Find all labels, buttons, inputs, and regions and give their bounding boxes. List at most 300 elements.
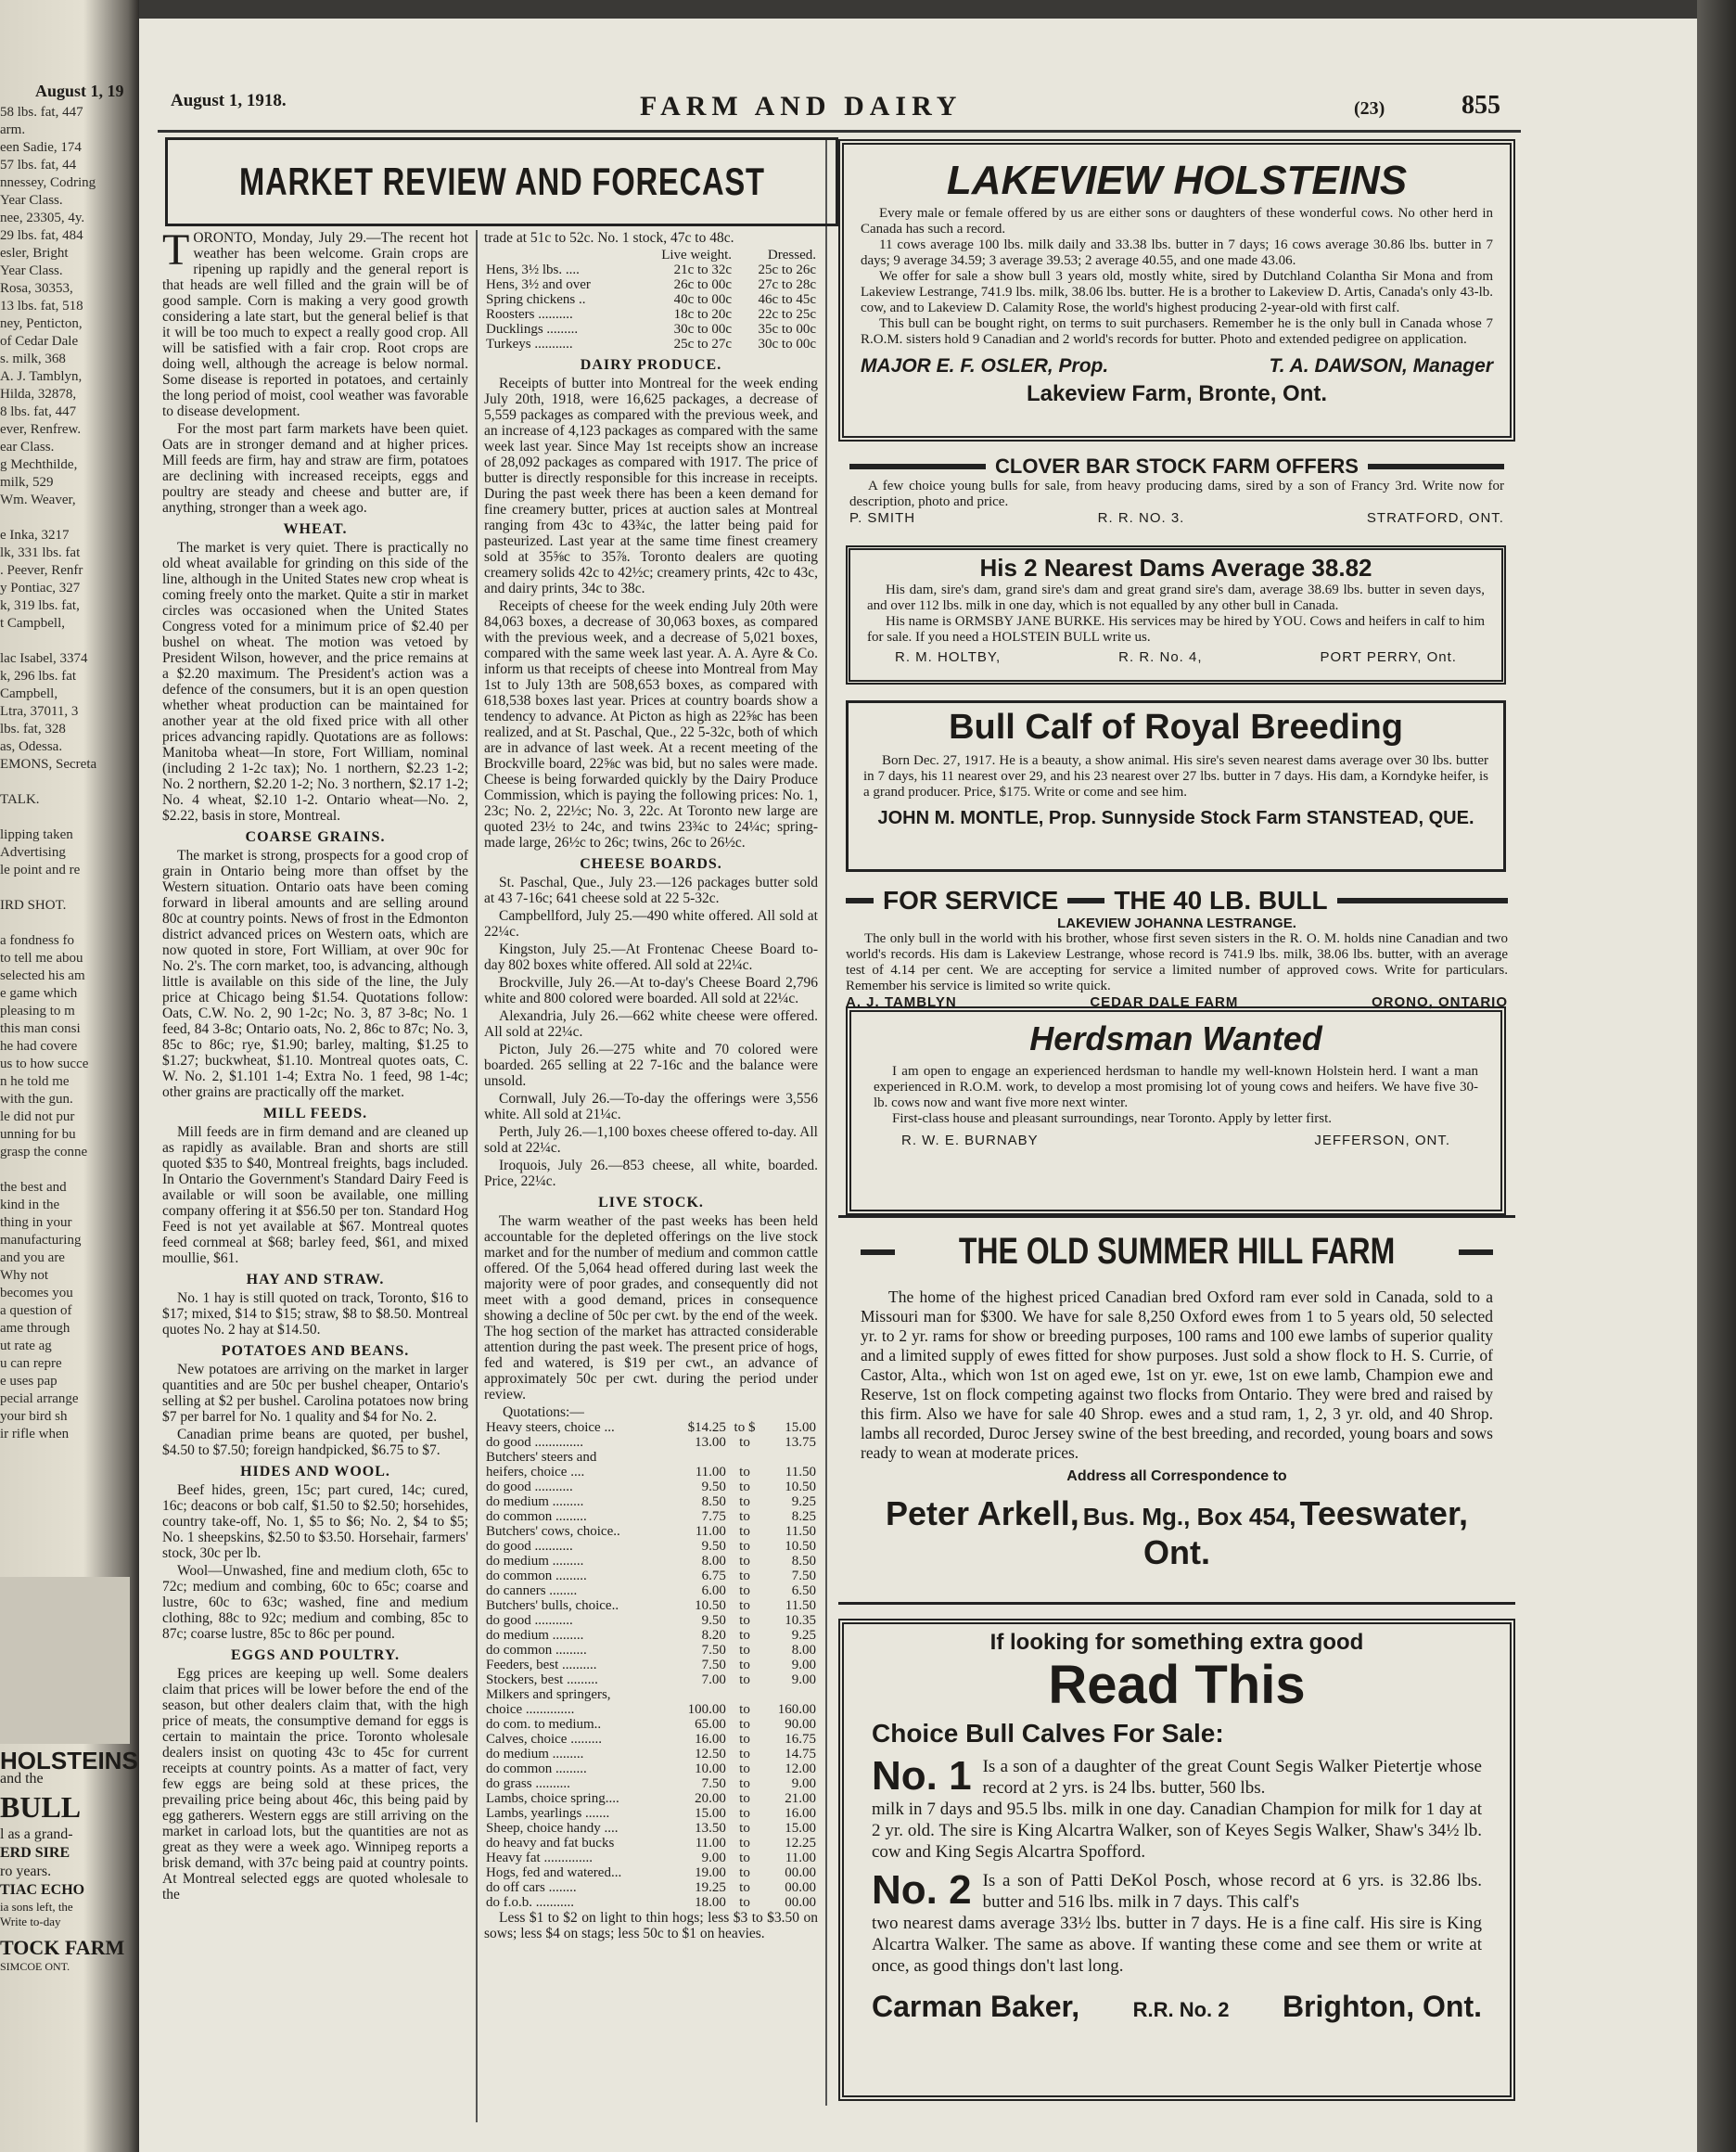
spine-header: August 1, 19 xyxy=(35,82,124,100)
service-body: The only bull in the world with his brother, whose first seven sisters in the R. O. M. holds nine Canadian and two world's records. His dam is Lakeview Lestrange, whose record is 741.9 lbs. milk, 38.06 lbs. butter, with an average test of 4.14 per cent. We are accepting for service a limited number of approved cows. Write for particulars. Remember his service is limited so write quick. xyxy=(846,931,1508,993)
quotation-item: Milkers and springers, xyxy=(486,1687,611,1702)
poultry-row xyxy=(484,322,818,337)
quotation-item: Heavy steers, choice ... xyxy=(486,1420,615,1435)
quotation-row xyxy=(484,1836,818,1851)
quotation-value xyxy=(761,1450,818,1465)
lakeview-body-3: We offer for sale a show bull 3 years old, mostly white, sired by Dutchland Colantha Sir Mona and from Lakeview Lestrange, 741.9 lbs. milk, 38.06 lbs. butter. He is a brother to Lakeview D. Artis, Canada's only 43-lb. cow, and to Lakeview D. Calamity Rose, the world's highest producing 2-year-old with first calf. xyxy=(861,269,1493,315)
quotation-row xyxy=(484,1732,818,1747)
quotation-value: 90.00 xyxy=(785,1717,816,1732)
no2-label: No. 2 xyxy=(872,1867,972,1913)
quotation-value: 10.50 xyxy=(695,1598,726,1613)
quotation-value: 8.00 xyxy=(701,1554,726,1569)
quotation-value: 7.50 xyxy=(791,1569,816,1583)
quotation-value: 11.00 xyxy=(695,1836,726,1851)
adjacent-page-spine xyxy=(0,0,139,2152)
quotation-value: 8.00 xyxy=(791,1643,816,1658)
quotation-item: do com. to medium.. xyxy=(486,1717,602,1732)
quotation-row xyxy=(484,1761,818,1776)
quotation-value: to xyxy=(739,1494,750,1509)
cheese-board-entry: Picton, July 26.—275 white and 70 colored were boarded. 265 selling at 22 7-16c and the balance were unsold. xyxy=(484,1042,818,1089)
quotation-value: 7.50 xyxy=(701,1643,726,1658)
service-farm: CEDAR DALE FARM xyxy=(1090,994,1239,1010)
quotation-value xyxy=(728,1450,761,1465)
quotation-value: to xyxy=(739,1658,750,1672)
quotation-value: to xyxy=(739,1524,750,1539)
poultry-row xyxy=(484,292,818,307)
item-name: Turkeys ........... xyxy=(486,337,573,352)
summerhill-title: THE OLD SUMMER HILL FARM xyxy=(958,1231,1396,1272)
quotation-value: 7.50 xyxy=(701,1776,726,1791)
spine-and-the: and the xyxy=(0,1771,44,1787)
service-place: ORONO, ONTARIO xyxy=(1371,994,1508,1010)
quotation-value: 7.00 xyxy=(701,1672,726,1687)
header-page-number: 855 xyxy=(1462,91,1500,120)
quotation-item: do heavy and fat bucks xyxy=(486,1836,615,1851)
quotation-row xyxy=(484,1747,818,1761)
quotation-value: 15.00 xyxy=(785,1821,816,1836)
quotation-item: do canners ........ xyxy=(486,1583,578,1598)
quotation-item: do medium ......... xyxy=(486,1628,584,1643)
quotation-value: to xyxy=(739,1465,750,1480)
coarse-grains-heading: COARSE GRAINS. xyxy=(245,829,386,845)
price-cell: 46c to 45c xyxy=(758,292,816,307)
quotation-item: Butchers' cows, choice.. xyxy=(486,1524,620,1539)
quotation-row xyxy=(484,1658,818,1672)
price-cell: 25c to 27c xyxy=(673,337,733,352)
price-cell: 25c to 26c xyxy=(758,263,816,277)
price-cell: Live weight. xyxy=(661,248,733,263)
quotation-value: 19.25 xyxy=(695,1880,726,1895)
quotation-row xyxy=(484,1420,818,1435)
quotation-value: to xyxy=(739,1836,750,1851)
quotation-value: 9.00 xyxy=(791,1672,816,1687)
herdsman-body-2: First-class house and pleasant surroundings, near Toronto. Apply by letter first. xyxy=(892,1111,1333,1126)
quotation-row xyxy=(484,1569,818,1583)
quotation-value: to xyxy=(739,1865,750,1880)
live-stock-heading: LIVE STOCK. xyxy=(598,1195,704,1210)
quotation-value: to xyxy=(739,1613,750,1628)
lakeview-manager: T. A. DAWSON, Manager xyxy=(1269,355,1493,377)
cheese-board-entry: Kingston, July 25.—At Frontenac Cheese Board to-day 802 boxes white offered. All sold at 22¼c. xyxy=(484,942,818,973)
lakeview-body-1: Every male or female offered by us are either sons or daughters of these wonderful cows. No other herd in Canada has such a record. xyxy=(861,206,1493,237)
quotation-value: 12.50 xyxy=(695,1747,726,1761)
quotation-item: do good ........... xyxy=(486,1613,573,1628)
quotation-value: 9.00 xyxy=(791,1776,816,1791)
mill-feeds-heading: MILL FEEDS. xyxy=(262,1106,368,1121)
lakeview-body-2: 11 cows average 100 lbs. milk daily and 33.38 lbs. butter in 7 days; 16 cows average 30.86 lbs. butter in 7 days; 9 average 34.59; 3 average 39.53; 2 average 40.55, and one made 43.06. xyxy=(861,237,1493,268)
service-sub: LAKEVIEW JOHANNA LESTRANGE. xyxy=(1057,916,1296,931)
quotation-value: 14.75 xyxy=(785,1747,816,1761)
service-title-a: FOR SERVICE xyxy=(883,886,1059,915)
quotation-row xyxy=(484,1791,818,1806)
quotation-item: do good .............. xyxy=(486,1435,583,1450)
quotation-value: to xyxy=(739,1717,750,1732)
quotation-value: to xyxy=(739,1435,750,1450)
item-name xyxy=(484,248,632,263)
quotation-value: 9.00 xyxy=(701,1851,726,1865)
quotation-row xyxy=(484,1524,818,1539)
potatoes-heading: POTATOES AND BEANS. xyxy=(221,1343,410,1359)
market-column-1 xyxy=(162,225,468,1904)
quotation-row xyxy=(484,1480,818,1494)
royal-footer: JOHN M. MONTLE, Prop. Sunnyside Stock Farm STANSTEAD, QUE. xyxy=(877,808,1474,828)
quotation-value: 9.25 xyxy=(791,1628,816,1643)
herdsman-place: JEFFERSON, ONT. xyxy=(1314,1133,1450,1148)
quotation-item: do common ......... xyxy=(486,1509,587,1524)
quotation-row xyxy=(484,1851,818,1865)
quotation-value: 6.50 xyxy=(791,1583,816,1598)
royal-title: Bull Calf of Royal Breeding xyxy=(949,708,1403,747)
nearest-title: His 2 Nearest Dams Average 38.82 xyxy=(979,554,1372,582)
cheese-board-entry: Iroquois, July 26.—853 cheese, all white, boarded. Price, 22¼c. xyxy=(484,1158,818,1189)
quotation-row xyxy=(484,1613,818,1628)
quotation-item: do common ......... xyxy=(486,1761,587,1776)
market-title-box xyxy=(165,137,838,226)
wheat-heading: WHEAT. xyxy=(283,521,348,537)
market-title: MARKET REVIEW AND FORECAST xyxy=(238,160,765,203)
quotation-value: 11.50 xyxy=(785,1465,816,1480)
cheese-board-entry: Brockville, July 26.—At to-day's Cheese Board 2,796 white and 800 colored were boarded. All sold at 22¼c. xyxy=(484,975,818,1006)
quotation-row xyxy=(484,1672,818,1687)
cheese-board-entry: Alexandria, July 26.—662 white cheese were offered. All sold at 22¼c. xyxy=(484,1008,818,1040)
spine-ad xyxy=(0,1577,138,2152)
quotation-value: to xyxy=(739,1480,750,1494)
quotation-value: 13.00 xyxy=(695,1435,726,1450)
quotation-value: to xyxy=(739,1672,750,1687)
quotation-item: do common ......... xyxy=(486,1569,587,1583)
quotation-value: 65.00 xyxy=(695,1717,726,1732)
quotation-value: to xyxy=(739,1821,750,1836)
quotation-value: to xyxy=(739,1806,750,1821)
no2-text: Is a son of Patti DeKol Posch, whose record at 6 yrs. is 32.86 lbs. butter and 516 lbs. milk in 7 days. This calf's xyxy=(982,1871,1482,1912)
quotation-value: 8.20 xyxy=(701,1628,726,1643)
poultry-row xyxy=(484,307,818,322)
no1-text-rest: milk in 7 days and 95.5 lbs. milk in one day. Canadian Champion for milk for 1 day at 2 yr. old. The sire is King Alcartra Walker, son of Keyes Segis Walker, Shaw's 34½ lb. cow and King Segis Alcartra Spofford. xyxy=(872,1800,1482,1862)
quotation-value: 8.50 xyxy=(701,1494,726,1509)
herdsman-body: I am open to engage an experienced herdsman to handle my well-known Holstein herd. I want a man experienced in R.O.M. work, to develop a most promising lot of young cows and heifers. We have five 30-lb. cows now and want five more next winter. xyxy=(874,1064,1478,1110)
quotation-value: to xyxy=(739,1880,750,1895)
quotation-row xyxy=(484,1628,818,1643)
quotation-item: Stockers, best ......... xyxy=(486,1672,598,1687)
ad-nearest-dams xyxy=(846,545,1506,685)
header-date: August 1, 1918. xyxy=(171,91,287,110)
quotation-row xyxy=(484,1821,818,1836)
quotation-value: to xyxy=(739,1791,750,1806)
page-edge xyxy=(1697,0,1736,2152)
quotation-value: to xyxy=(739,1554,750,1569)
spine-holsteins: HOLSTEINS xyxy=(0,1747,138,1774)
quotation-value: 11.50 xyxy=(785,1598,816,1613)
quotation-value: to xyxy=(739,1747,750,1761)
drop-cap: T xyxy=(162,225,190,275)
quotation-item: choice .............. xyxy=(486,1702,575,1717)
quotation-value xyxy=(761,1687,818,1702)
poultry-table xyxy=(484,248,818,352)
quotation-value: 15.00 xyxy=(695,1806,726,1821)
quotation-value: to xyxy=(739,1702,750,1717)
nearest-rr: R. R. No. 4, xyxy=(1118,649,1203,665)
quotation-value: 12.25 xyxy=(785,1836,816,1851)
spine-farm: TOCK FARM xyxy=(0,1936,125,1959)
quotation-value: 12.00 xyxy=(785,1761,816,1776)
spine-place: SIMCOE ONT. xyxy=(0,1960,70,1973)
quotation-value: 00.00 xyxy=(785,1865,816,1880)
wheat-text: The market is very quiet. There is practically no old wheat available for grinding on this side of the line, although in the United States new crop wheat is coming freely onto the market. Quite a stir in market circles was occasioned when the United States Congress voted for a minimum price of $2.40 per bushel on wheat. The motion was vetoed by President Wilson, however, and the price remains at a $2.20 maximum. The President's action was a defence of the consumers, but it is an open question whether wheat production can be maintained for another year at the old fixed price with all other prices advancing rapidly. Quotations are as follows: Manitoba wheat—In store, Fort William, nominal (including 2 1-2c tax); No. 1 northern, $2.23 1-2; No. 2 northern, $2.20 1-2; No. 3 northern, $2.17 1-2; No. 4 wheat, $2.10 1-2. Ontario wheat—No. 2, $2.22, basis in store, Montreal. xyxy=(162,540,468,824)
lakeview-title: LAKEVIEW HOLSTEINS xyxy=(946,158,1408,203)
dairy-text: Receipts of butter into Montreal for the week ending July 20th, 1918, were 16,625 packages, a decrease of 5,559 packages as compared with the previous week, and an increase of 4,123 packages as compared with the same week last year. Since May 1st receipts show an increase of 28,092 packages as compared with 1917. The price of butter is directly responsible for this increase in receipts. During the past week there has been a keen demand for fine creamery butter, prices at auction sales at Montreal ranging from 43c to 43¾c, the latter being paid for pasteurized. Last year at the same time finest creamery sold at 35⅝c to 35⅞. Toronto dealers are quoting creamery solids 42c to 42½c; creamery prints, 42c to 43c, and dairy prints, 34c to 38c. xyxy=(484,376,818,596)
hay-straw-text: No. 1 hay is still quoted on track, Toronto, $16 to $17; mixed, $14 to $15; straw, $8 to $8.50. Montreal quotes No. 2 hay at $14.50. xyxy=(162,1290,468,1338)
quotation-row xyxy=(484,1643,818,1658)
quotation-value: 20.00 xyxy=(695,1791,726,1806)
service-title-b: THE 40 LB. BULL xyxy=(1114,886,1328,915)
quotation-item: Lambs, choice spring.... xyxy=(486,1791,619,1806)
potatoes-text: New potatoes are arriving on the market in larger quantities and are 50c per bushel cheaper, Ontario's selling at $2 per bushel. Carolina potatoes now bring $7 per barrel for No. 1 quality and $4 for No. 2. xyxy=(162,1362,468,1425)
hog-footer: Less $1 to $2 on light to thin hogs; less $3 to $3.50 on sows; less $4 on stags; less 50c to $1 on heavies. xyxy=(484,1910,818,1941)
ad-read-this xyxy=(838,1619,1515,2101)
item-name: Spring chickens .. xyxy=(486,292,586,307)
quotation-row xyxy=(484,1554,818,1569)
cheese-board-entry: Cornwall, July 26.—To-day the offerings were 3,556 white. All sold at 21¼c. xyxy=(484,1091,818,1122)
quotation-value: to xyxy=(739,1643,750,1658)
eggs-continued: trade at 51c to 52c. No. 1 stock, 47c to 48c. xyxy=(484,230,734,246)
price-cell: Dressed. xyxy=(767,248,816,263)
cheese-board-entry: Perth, July 26.—1,100 boxes cheese offered to-day. All sold at 22¼c. xyxy=(484,1124,818,1156)
spine-years: ro years. xyxy=(0,1864,52,1879)
readthis-rr: R.R. No. 2 xyxy=(1132,1998,1230,2021)
header-page-code: (23) xyxy=(1354,98,1385,119)
price-cell: 21c to 32c xyxy=(673,263,733,277)
live-stock-text: The warm weather of the past weeks has been held accountable for the depleted offerings on the live stock market and for the number of medium and common cattle offered. Of the 5,064 head offered during last week the majority were of poor grades, and consequently did not meet with a good demand, prices in consequence showing a decline of 50c per cwt. by the end of the week. The hog section of the market has attracted considerable attention during the past week. The present price of hogs, fed and watered, is $19 per cwt., an advance of approximately 50c per cwt. during the period under review. xyxy=(484,1213,818,1403)
spine-bull: BULL xyxy=(0,1790,82,1824)
cheese-boards-list xyxy=(484,875,818,1189)
quotation-item: do medium ......... xyxy=(486,1747,584,1761)
readthis-place: Brighton, Ont. xyxy=(1282,1990,1482,2023)
ad-for-service xyxy=(838,886,1515,1025)
quotation-item: Lambs, yearlings ....... xyxy=(486,1806,610,1821)
quotation-value: 9.50 xyxy=(701,1539,726,1554)
item-name: Hens, 3½ and over xyxy=(486,277,591,292)
price-cell: 18c to 20c xyxy=(673,307,733,322)
lakeview-farm: Lakeview Farm, Bronte, Ont. xyxy=(1026,381,1328,406)
quotation-value: to xyxy=(739,1569,750,1583)
summerhill-place: Teeswater, Ont. xyxy=(1143,1494,1468,1571)
lakeview-prop: MAJOR E. F. OSLER, Prop. xyxy=(861,355,1109,377)
quotation-value: 11.50 xyxy=(785,1524,816,1539)
quotation-row xyxy=(484,1450,818,1465)
quotation-row xyxy=(484,1435,818,1450)
readthis-sub: Choice Bull Calves For Sale: xyxy=(872,1719,1224,1748)
quotation-value: 15.00 xyxy=(785,1420,816,1435)
quotation-row xyxy=(484,1583,818,1598)
quotation-value: 100.00 xyxy=(687,1702,726,1717)
eggs-heading: EGGS AND POULTRY. xyxy=(231,1647,400,1663)
spine-illustration xyxy=(0,1577,130,1744)
quotation-item: Butchers' steers and xyxy=(486,1450,597,1465)
quotation-item: do medium ......... xyxy=(486,1494,584,1509)
herdsman-title: Herdsman Wanted xyxy=(1029,1019,1322,1057)
nearest-body: His dam, sire's dam, grand sire's dam and great grand sire's dam, average 38.69 lbs. butter in seven days, and over 112 lbs. milk in one day, which is not equalled by any other bull in Canada. xyxy=(867,583,1485,613)
clover-body: A few choice young bulls for sale, from heavy producing dams, sired by a son of Francy 3rd. Write now for description, photo and price. xyxy=(849,479,1504,509)
quotation-item: Butchers' bulls, choice.. xyxy=(486,1598,619,1613)
spine-sire: ERD SIRE xyxy=(0,1845,70,1861)
lakeview-body-4: This bull can be bought right, on terms to suit purchasers. Remember he is the only bull in Canada whose 7 R.O.M. sisters hold 9 Canadian and 2 world's records for butter. Photo and extended pedigree on application. xyxy=(861,316,1493,347)
quotation-value: to xyxy=(739,1761,750,1776)
coarse-grains-text: The market is strong, prospects for a good crop of grain in Ontario being more than offset by the Western situation. Ontario oats have been coming forward in liberal amounts and are selling around 80c at country points. News of frost in the Edmonton district advanced prices on Western oats, which are now quoted in store, Fort William, at over 90c for No. 2's. The corn market, too, is advancing, although little is available on this side of the line, the July price at Chicago being $1.54. Quotations follow: Oats, C.W. No. 2, 90 1-2c; No. 3, 87 3-8c; No. 1 feed, 84 3-8c; Ontario oats, No. 2, 86c to 87c; No. 3, 85c to 86c; rye, $1.90; barley, malting, $1.25 to $1.27; buckwheat, $1.10. Montreal quotes oats, C. W. No. 2, $1.101 1-4; Extra No. 1 feed, 98 1-4c; other grains are practically off the market. xyxy=(162,848,468,1100)
quotation-value: 10.35 xyxy=(785,1613,816,1628)
quotation-row xyxy=(484,1717,818,1732)
quotations-label: Quotations:— xyxy=(503,1404,584,1420)
spine-grand: l as a grand- xyxy=(0,1826,73,1842)
quotation-value: 00.00 xyxy=(785,1895,816,1910)
market-intro-2: For the most part farm markets have been quiet. Oats are in stronger demand and at higher prices. Mill feeds are firm, hay and straw are firm, potatoes are declining with increased receipts, eggs and poultry are steady and cheese and butter are, if anything, stronger than a week ago. xyxy=(162,421,468,516)
quotation-value: 9.50 xyxy=(701,1480,726,1494)
quotation-value: 9.50 xyxy=(701,1613,726,1628)
quotation-value: 9.25 xyxy=(791,1494,816,1509)
spine-text: 58 lbs. fat, 447 arm. een Sadie, 174 57 lbs. fat, 44 nnessey, Codring Year Class. nee, 23305, 4y. 29 lbs. fat, 484 esler, Bright Year Class. Rosa, 30353, 13 lbs. fat, 518 ney, Penticton, of Cedar Dale s. milk, 368 A. J. Tamblyn, Hilda, 32878, 8 lbs. fat, 447 ever, Renfrew. ear Class. g Mechthilde, milk, 529 Wm. Weaver, e Inka, 3217 lk, 331 lbs. fat . Peever, Renfr y Pontiac, 327 k, 319 lbs. fat, t Campbell, lac Isabel, 3374 k, 296 lbs. fat Campbell, Ltra, 37011, 3 lbs. fat, 328 as, Odessa. EMONS, Secreta TALK. lipping taken Advertising le point and re IRD SHOT. a fondness fo to tell me abou selected his am e game which pleasing to m this man consi he had covere us to how succe n he told me with the gun. le did not pur unning for bu grasp the conne the best and kind in the thing in your manufacturing and you are Why not becomes you a question of ame through ut rate ag u can repre e uses pap pecial arrange your bird sh ir rifle when xyxy=(0,105,97,1440)
quotation-value: 10.50 xyxy=(785,1539,816,1554)
cheese-board-entry: St. Paschal, Que., July 23.—126 packages butter sold at 43 7-16c; 641 cheese sold at 22 5-32c. xyxy=(484,875,818,906)
quotation-item: Heavy fat .............. xyxy=(486,1851,593,1865)
quotation-value: to xyxy=(739,1583,750,1598)
quotation-value: 19.00 xyxy=(695,1865,726,1880)
quotations-table xyxy=(484,1420,818,1910)
market-intro: ORONTO, Monday, July 29.—The recent hot weather has been welcome. Grain crops are ripening up rapidly and the general report is that heads are well filled and the grain will be of good sample. Corn is making a very good growth considering a late start, but the general belief is that it will be too much to expect a really good crop. All will be satisfied with a fair crop. Root crops are doing well, although the acreage is below normal. Some disease is reported in potatoes, and certainly the long period of moist, cool weather was favorable to disease development. xyxy=(162,230,468,419)
price-cell: 27c to 28c xyxy=(758,277,816,292)
eggs-text: Egg prices are keeping up well. Some dealers claim that prices will be lower before the end of the season, but other dealers claim that, with the high price of meats, the consumptive demand for eggs is certain to maintain the price. Toronto wholesale dealers insist on quoting 43c to 45c for current receipts at country points. As a matter of fact, very few eggs are being sold at these prices, the prevailing price being about 46c, this being paid by egg gatherers. Western eggs are still arriving on the market in carload lots, but the quantities are not as great as they were a week ago. Winnipeg reports a brisk demand, with 37c being paid at country points. At Montreal selected eggs are quoted wholesale to the xyxy=(162,1666,468,1902)
quotation-row xyxy=(484,1776,818,1791)
quotation-value: 160.00 xyxy=(777,1702,816,1717)
price-cell: 22c to 25c xyxy=(758,307,816,322)
summerhill-address: Address all Correspondence to xyxy=(1066,1468,1287,1484)
quotation-item: do common ......... xyxy=(486,1643,587,1658)
quotation-item: do off cars ........ xyxy=(486,1880,577,1895)
quotation-value: 6.75 xyxy=(701,1569,726,1583)
quotation-item: do good ........... xyxy=(486,1539,573,1554)
quotation-row xyxy=(484,1895,818,1910)
quotation-value: 8.50 xyxy=(791,1554,816,1569)
clover-title: CLOVER BAR STOCK FARM OFFERS xyxy=(995,455,1359,478)
readthis-name: Carman Baker, xyxy=(872,1990,1080,2023)
quotation-row xyxy=(484,1539,818,1554)
spine-echo: TIAC ECHO xyxy=(0,1882,85,1898)
ad-summer-hill xyxy=(838,1215,1515,1605)
price-cell: 40c to 00c xyxy=(673,292,733,307)
quotation-value: 13.50 xyxy=(695,1821,726,1836)
quotation-item: Hogs, fed and watered... xyxy=(486,1865,622,1880)
quotation-value: 10.00 xyxy=(695,1761,726,1776)
nearest-body-2: His name is ORMSBY JANE BURKE. His services may be hired by YOU. Cows and heifers in calf to him for sale. If you need a HOLSTEIN BULL write us. xyxy=(867,614,1485,645)
header-rule xyxy=(158,130,1521,133)
quotation-item: Feeders, best .......... xyxy=(486,1658,597,1672)
quotation-value: 7.75 xyxy=(701,1509,726,1524)
quotation-value: 16.00 xyxy=(785,1806,816,1821)
quotation-item: heifers, choice .... xyxy=(486,1465,585,1480)
poultry-header-row xyxy=(484,248,818,263)
quotation-row xyxy=(484,1687,818,1702)
quotation-row xyxy=(484,1702,818,1717)
nearest-name: R. M. HOLTBY, xyxy=(895,649,1002,665)
spine-left: ia sons left, the Write to-day xyxy=(0,1900,73,1928)
quotation-value: 7.50 xyxy=(701,1658,726,1672)
price-cell: 26c to 00c xyxy=(673,277,733,292)
ad-lakeview xyxy=(838,139,1515,442)
quotation-value: to $ xyxy=(734,1420,756,1435)
ad-herdsman xyxy=(846,1006,1506,1215)
quotation-value: to xyxy=(739,1539,750,1554)
clover-name: P. SMITH xyxy=(849,510,916,526)
quotation-value: to xyxy=(739,1776,750,1791)
quotation-value: 13.75 xyxy=(785,1435,816,1450)
quotation-value: 10.50 xyxy=(785,1480,816,1494)
price-cell: 30c to 00c xyxy=(673,322,733,337)
service-name: A. J. TAMBLYN xyxy=(846,994,957,1010)
quotation-row xyxy=(484,1880,818,1895)
summerhill-name: Peter Arkell, xyxy=(886,1494,1079,1532)
quotation-value: 11.00 xyxy=(695,1524,726,1539)
hides-text: Beef hides, green, 15c; part cured, 14c; cured, 16c; deacons or bob calf, $1.50 to $2.50; horsehides, country take-off, No. 1, $5 to $6; No. 2, $4 to $5; No. 1 sheepskins, $2.50 to $3.50. Horsehair, farmers' stock, 30c per lb. xyxy=(162,1482,468,1561)
quotation-value: to xyxy=(739,1895,750,1910)
quotation-row xyxy=(484,1865,818,1880)
clover-place: STRATFORD, ONT. xyxy=(1366,510,1504,526)
price-cell: 30c to 00c xyxy=(758,337,816,352)
quotation-item: Calves, choice ......... xyxy=(486,1732,602,1747)
column-rule-2 xyxy=(825,139,827,2106)
summerhill-body: The home of the highest priced Canadian bred Oxford ram ever sold in Canada, sold to a Missouri man for $300. We have for sale 8,250 Oxford ewes from 1 to 5 years old, 50 selected yr. to 2 yr. rams for show or breeding purposes, 100 rams and 100 ewe lambs of superior quality and a limited supply of ewes fitted for show purposes. Just sold a show flock to H. S. Currie, of Castor, Alta., which won 1st on aged ewe, 1st on yr. ewe, 1st on ewe lamb, Champion ewe and Reserve, 1st on flock competing against two flocks from Ontario. They were bred and raised by this firm. Also we have for sale 40 Shrop. ewes and a stud ram, 1, 2, 3 yr. old, and 40 Shrop. lambs all recorded, Duroc Jersey swine of the best breeding, and recorded, young boars and sows ready to wean at moderate prices. xyxy=(861,1287,1493,1462)
quotation-value: 16.00 xyxy=(695,1732,726,1747)
nearest-place: PORT PERRY, Ont. xyxy=(1320,649,1457,665)
dairy-heading: DAIRY PRODUCE. xyxy=(580,357,722,373)
herdsman-name: R. W. E. BURNABY xyxy=(901,1133,1039,1148)
quotation-item: do good ........... xyxy=(486,1480,573,1494)
no2-text-rest: two nearest dams average 33½ lbs. butter in 7 days. He is a fine calf. His sire is King Alcartra Walker. The same as above. If wanting these come and see them or write at once, as good things don't last long. xyxy=(872,1914,1482,1976)
quotation-value: to xyxy=(739,1628,750,1643)
quotation-item: Sheep, choice handy .... xyxy=(486,1821,619,1836)
royal-body: Born Dec. 27, 1917. He is a beauty, a show animal. His sire's seven nearest dams average over 30 lbs. butter in 7 days, his 11 nearest over 29, and his 23 nearest over 27 lbs. butter in 7 days. His dam, a Korndyke heifer, is a grand producer. Price, $175. Write or come and see him. xyxy=(863,753,1488,800)
wool-text: Wool—Unwashed, fine and medium cloth, 65c to 72c; medium and combing, 60c to 65c; coarse and lustre, 60c to 63c; washed, fine and medium clothing, 88c to 92c; medium and combing, 85c to 87c; coarse lustre, 85c to 86c per pound. xyxy=(162,1563,468,1642)
ad-royal-breeding xyxy=(846,700,1506,872)
quotation-value: 16.75 xyxy=(785,1732,816,1747)
quotation-row xyxy=(484,1509,818,1524)
mill-feeds-text: Mill feeds are in firm demand and are cleaned up as rapidly as available. Bran and shorts are still quoted $35 to $40, Montreal freights, bags included. In Ontario the Government's Standard Dairy Feed is available or will soon be available, one milling company offering it at $56.50 per ton. Standard Hog Feed is not yet available at $67. Montreal quotes feed cornmeal at $68; barley feed, $61, and mixed moullie, $61. xyxy=(162,1124,468,1266)
poultry-row xyxy=(484,277,818,292)
price-cell: 35c to 00c xyxy=(758,322,816,337)
item-name: Hens, 3½ lbs. .... xyxy=(486,263,580,277)
quotation-item: do medium ......... xyxy=(486,1554,584,1569)
quotation-value: 00.00 xyxy=(785,1880,816,1895)
quotation-value: 21.00 xyxy=(785,1791,816,1806)
quotation-value: 18.00 xyxy=(695,1895,726,1910)
quotation-value: 6.00 xyxy=(701,1583,726,1598)
quotation-value: to xyxy=(739,1851,750,1865)
dairy-text-2: Receipts of cheese for the week ending July 20th were 84,063 boxes, a decrease of 30,063 boxes, as compared with the previous week, and a decrease of 5,021 boxes, compared with the same week last year. A. A. Ayre & Co. inform us that receipts of cheese into Montreal from May 1st to July 13th are 508,653 boxes, as compared with 618,538 boxes last year. Prices at country boards show a tendency to advance. At Picton as high as 22⅝c has been realized, and at St. Paschal, Que., 22 5-32c, both of which are in advance of last week. At a recent meeting of the Brockville board, 22⅝c was bid, but no sales were made. Cheese is being forwarded quickly by the Dairy Produce Commission, which is paying the following prices: No. 1, 23c; No. 2, 22½c; No. 3, 22c. At Toronto new large are quoted 23½ to 24c, and twins 23¾c to 24¼c; spring-made large, 26½c to 26c; twins, 26c to 26½c. xyxy=(484,598,818,851)
quotation-value: to xyxy=(739,1598,750,1613)
quotation-value: to xyxy=(739,1509,750,1524)
item-name: Roosters .......... xyxy=(486,307,573,322)
quotation-value xyxy=(728,1687,761,1702)
quotation-value: 11.00 xyxy=(695,1465,726,1480)
column-rule-1 xyxy=(476,230,478,2122)
clover-rr: R. R. NO. 3. xyxy=(1097,510,1185,526)
quotation-value: 11.00 xyxy=(785,1851,816,1865)
cheese-boards-heading: CHEESE BOARDS. xyxy=(580,856,722,872)
quotation-row xyxy=(484,1598,818,1613)
summerhill-mid: Bus. Mg., Box 454, xyxy=(1082,1503,1296,1531)
no1-label: No. 1 xyxy=(872,1753,972,1799)
quotation-value xyxy=(671,1450,728,1465)
no1-text: Is a son of a daughter of the great Count Segis Walker Pietertje whose record at 2 yrs. is 24 lbs. butter, 560 lbs. xyxy=(982,1757,1482,1798)
quotation-value: 9.00 xyxy=(791,1658,816,1672)
quotation-value xyxy=(671,1687,728,1702)
